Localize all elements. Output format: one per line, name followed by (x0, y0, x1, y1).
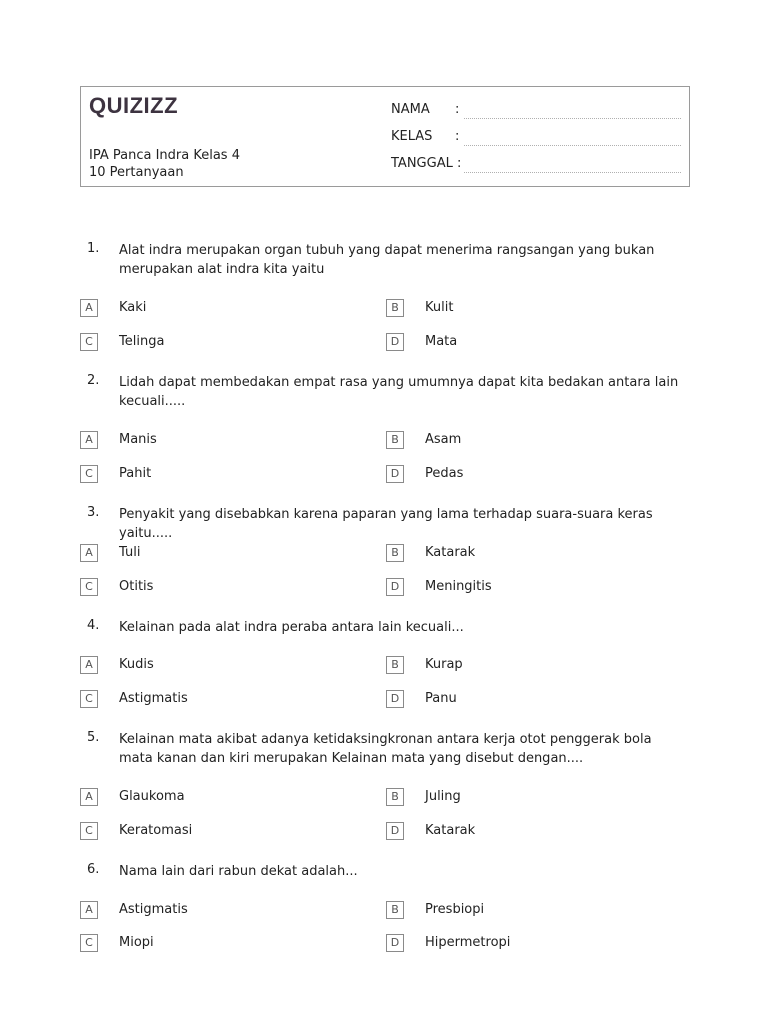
question-number: 3. (87, 505, 100, 520)
question-number: 5. (87, 730, 100, 745)
class-colon: : (455, 129, 460, 144)
option-letter-box[interactable]: C (80, 333, 98, 351)
option-text: Meningitis (425, 579, 492, 594)
question-text: Kelainan mata akibat adanya ketidaksingkronan antara kerja otot penggerak bola mata kanan dan kiri merupakan Kelainan mata yang disebut dengan.... (119, 732, 652, 766)
option-text: Manis (119, 432, 157, 447)
option-letter-box[interactable]: B (386, 788, 404, 806)
option-letter-box[interactable]: B (386, 431, 404, 449)
option-letter-box[interactable]: A (80, 299, 98, 317)
question-text: Alat indra merupakan organ tubuh yang dapat menerima rangsangan yang bukan merupakan alat indra kita yaitu (119, 243, 655, 277)
option-text: Hipermetropi (425, 935, 511, 950)
name-label: NAMA (391, 102, 430, 117)
option-text: Kudis (119, 657, 154, 672)
option-text: Panu (425, 691, 457, 706)
option-letter-box[interactable]: D (386, 465, 404, 483)
option-letter-box[interactable]: B (386, 901, 404, 919)
quiz-title: IPA Panca Indra Kelas 4 (89, 148, 240, 163)
question-text: Penyakit yang disebabkan karena paparan yang lama terhadap suara-suara keras yaitu..... (119, 507, 653, 541)
class-line (464, 145, 681, 146)
question-number: 6. (87, 862, 100, 877)
option-text: Mata (425, 334, 458, 349)
option-text: Juling (425, 789, 461, 804)
option-text: Katarak (425, 823, 476, 838)
option-text: Glaukoma (119, 789, 185, 804)
question-count: 10 Pertanyaan (89, 165, 184, 180)
option-letter-box[interactable]: B (386, 656, 404, 674)
option-text: Kaki (119, 300, 147, 315)
option-letter-box[interactable]: C (80, 822, 98, 840)
option-letter-box[interactable]: A (80, 788, 98, 806)
option-text: Asam (425, 432, 462, 447)
option-letter-box[interactable]: C (80, 690, 98, 708)
class-label: KELAS (391, 129, 433, 144)
option-letter-box[interactable]: D (386, 333, 404, 351)
option-text: Telinga (119, 334, 165, 349)
option-text: Pedas (425, 466, 464, 481)
option-text: Astigmatis (119, 902, 188, 917)
question-number: 4. (87, 618, 100, 633)
option-text: Otitis (119, 579, 154, 594)
option-text: Kurap (425, 657, 463, 672)
option-letter-box[interactable]: D (386, 822, 404, 840)
option-letter-box[interactable]: A (80, 901, 98, 919)
option-text: Astigmatis (119, 691, 188, 706)
option-text: Katarak (425, 545, 476, 560)
name-colon: : (455, 102, 460, 117)
question-text: Kelainan pada alat indra peraba antara lain kecuali... (119, 620, 464, 635)
option-text: Presbiopi (425, 902, 485, 917)
option-letter-box[interactable]: C (80, 465, 98, 483)
option-text: Miopi (119, 935, 154, 950)
option-letter-box[interactable]: A (80, 431, 98, 449)
option-letter-box[interactable]: B (386, 299, 404, 317)
option-letter-box[interactable]: C (80, 934, 98, 952)
option-text: Kulit (425, 300, 454, 315)
question-number: 1. (87, 241, 100, 256)
date-label: TANGGAL : (391, 156, 462, 171)
question-number: 2. (87, 373, 100, 388)
option-letter-box[interactable]: D (386, 934, 404, 952)
option-letter-box[interactable]: D (386, 578, 404, 596)
name-line (464, 118, 681, 119)
option-letter-box[interactable]: B (386, 544, 404, 562)
option-text: Pahit (119, 466, 152, 481)
option-letter-box[interactable]: C (80, 578, 98, 596)
option-letter-box[interactable]: A (80, 544, 98, 562)
question-text: Nama lain dari rabun dekat adalah... (119, 864, 358, 879)
option-text: Tuli (119, 545, 141, 560)
option-letter-box[interactable]: A (80, 656, 98, 674)
option-letter-box[interactable]: D (386, 690, 404, 708)
worksheet-header (80, 86, 690, 187)
quizizz-logo: QUIZIZZ (89, 93, 179, 118)
question-text: Lidah dapat membedakan empat rasa yang umumnya dapat kita bedakan antara lain kecuali..... (119, 375, 679, 409)
option-text: Keratomasi (119, 823, 193, 838)
date-line (464, 172, 681, 173)
